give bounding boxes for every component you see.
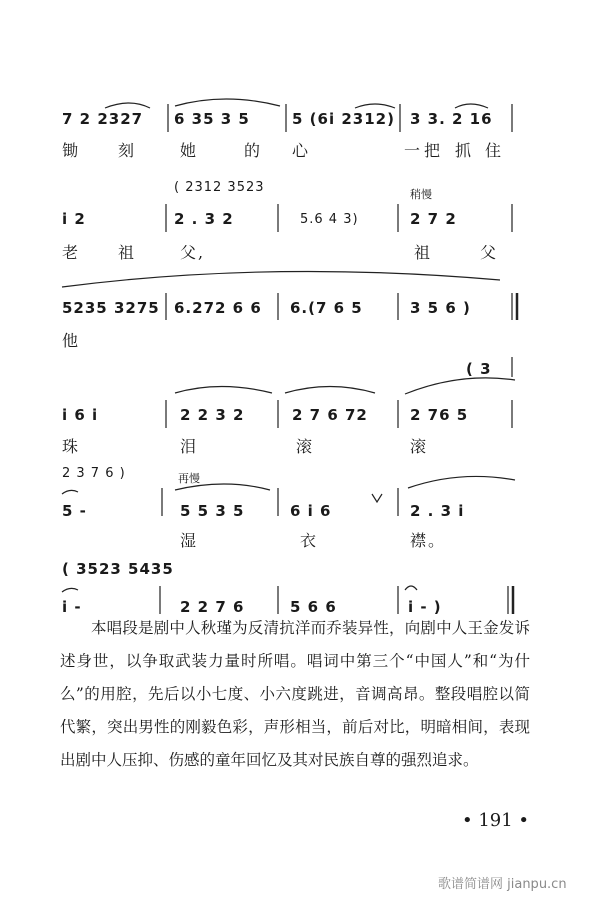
row4-lyric-2: 滚	[296, 437, 315, 456]
row6-intro: ( 3523 5435	[62, 560, 174, 578]
row5-lyric-2: 襟。	[410, 531, 447, 550]
row1-measure2: 6 35 3 5	[174, 110, 250, 128]
row4-measure4: 2 76 5	[410, 406, 469, 424]
row4-lyric-3: 滚	[410, 437, 429, 456]
row5-tempo-mark: 再慢	[178, 472, 200, 485]
row3-measure2: 6.272 6 6	[174, 299, 262, 317]
row3-lyric-0: 他	[62, 331, 81, 350]
row4-measure2: 2 2 3 2	[180, 406, 245, 424]
row1-lyric-5: 一	[404, 141, 423, 160]
row4-lyric-0: 珠	[62, 437, 81, 456]
row5-intro: 2 3 7 6 )	[62, 466, 126, 481]
row3-measure4: 3 5 6 )	[410, 299, 471, 317]
row1-lyric-4: 心	[292, 141, 311, 160]
row6-measure4: i - )	[408, 598, 442, 616]
row2-measure1: i 2	[62, 210, 86, 228]
row5-lyric-1: 衣	[300, 531, 319, 550]
row2-measure3: 5.6 4 3)	[300, 212, 359, 227]
row3-measure1: 5235 3275	[62, 299, 160, 317]
row1-lyric-3: 的	[244, 141, 263, 160]
row2-lyric-1: 祖	[118, 243, 137, 262]
row4-measure3: 2 7 6 72	[292, 406, 368, 424]
watermark-text: 歌谱简谱网 jianpu.cn	[438, 877, 567, 892]
row6-measure2: 2 2 7 6	[180, 598, 245, 616]
row4-pickup: ( 3	[466, 360, 492, 378]
row3-measure3: 6.(7 6 5	[290, 299, 363, 317]
row2-intro: ( 2312 3523	[174, 180, 265, 195]
row1-measure1: 7 2 2327	[62, 110, 144, 128]
row2-measure2: 2 . 3 2	[174, 210, 234, 228]
row1-lyric-0: 锄	[62, 141, 81, 160]
row5-lyric-0: 湿	[180, 531, 199, 550]
row2-lyric-0: 老	[62, 243, 81, 262]
row1-lyric-7: 抓	[455, 141, 474, 160]
row1-lyric-1: 刻	[118, 141, 137, 160]
row1-lyric-8: 住	[485, 141, 504, 160]
row1-measure4: 3 3. 2 16	[410, 110, 493, 128]
row4-measure1: i 6 i	[62, 406, 99, 424]
row4-lyric-1: 泪	[180, 437, 199, 456]
row5-measure2: 5 5 3 5	[180, 502, 245, 520]
row2-tempo-mark: 稍慢	[410, 188, 432, 201]
row2-measure4: 2 7 2	[410, 210, 457, 228]
row1-lyric-6: 把	[424, 141, 443, 160]
page-number: • 191 •	[462, 810, 530, 831]
row6-measure1: i -	[62, 598, 82, 616]
row2-lyric-2: 父,	[180, 243, 206, 262]
row1-measure3: 5 (6i 2312)	[292, 110, 395, 128]
row5-measure4: 2 . 3 i	[410, 502, 465, 520]
row1-lyric-2: 她	[180, 141, 199, 160]
row6-measure3: 5 6 6	[290, 598, 337, 616]
description-paragraph: 本唱段是剧中人秋瑾为反清抗洋而乔装异性，向剧中人王金发诉述身世，以争取武装力量时所唱。唱词中第三个“中国人”和“为什么”的用腔，先后以小七度、小六度跳进，音调高昂。整段唱腔以简代繁，突出男性的刚毅色彩，声形相当，前后对比，明暗相间，表现出剧中人压抑、伤感的童年回忆及其对民族自尊的强烈追求。	[60, 619, 530, 769]
row5-measure3: 6 i 6	[290, 502, 332, 520]
row5-measure1: 5 -	[62, 502, 87, 520]
row2-lyric-4: 父	[480, 243, 499, 262]
row2-lyric-3: 祖	[414, 243, 433, 262]
